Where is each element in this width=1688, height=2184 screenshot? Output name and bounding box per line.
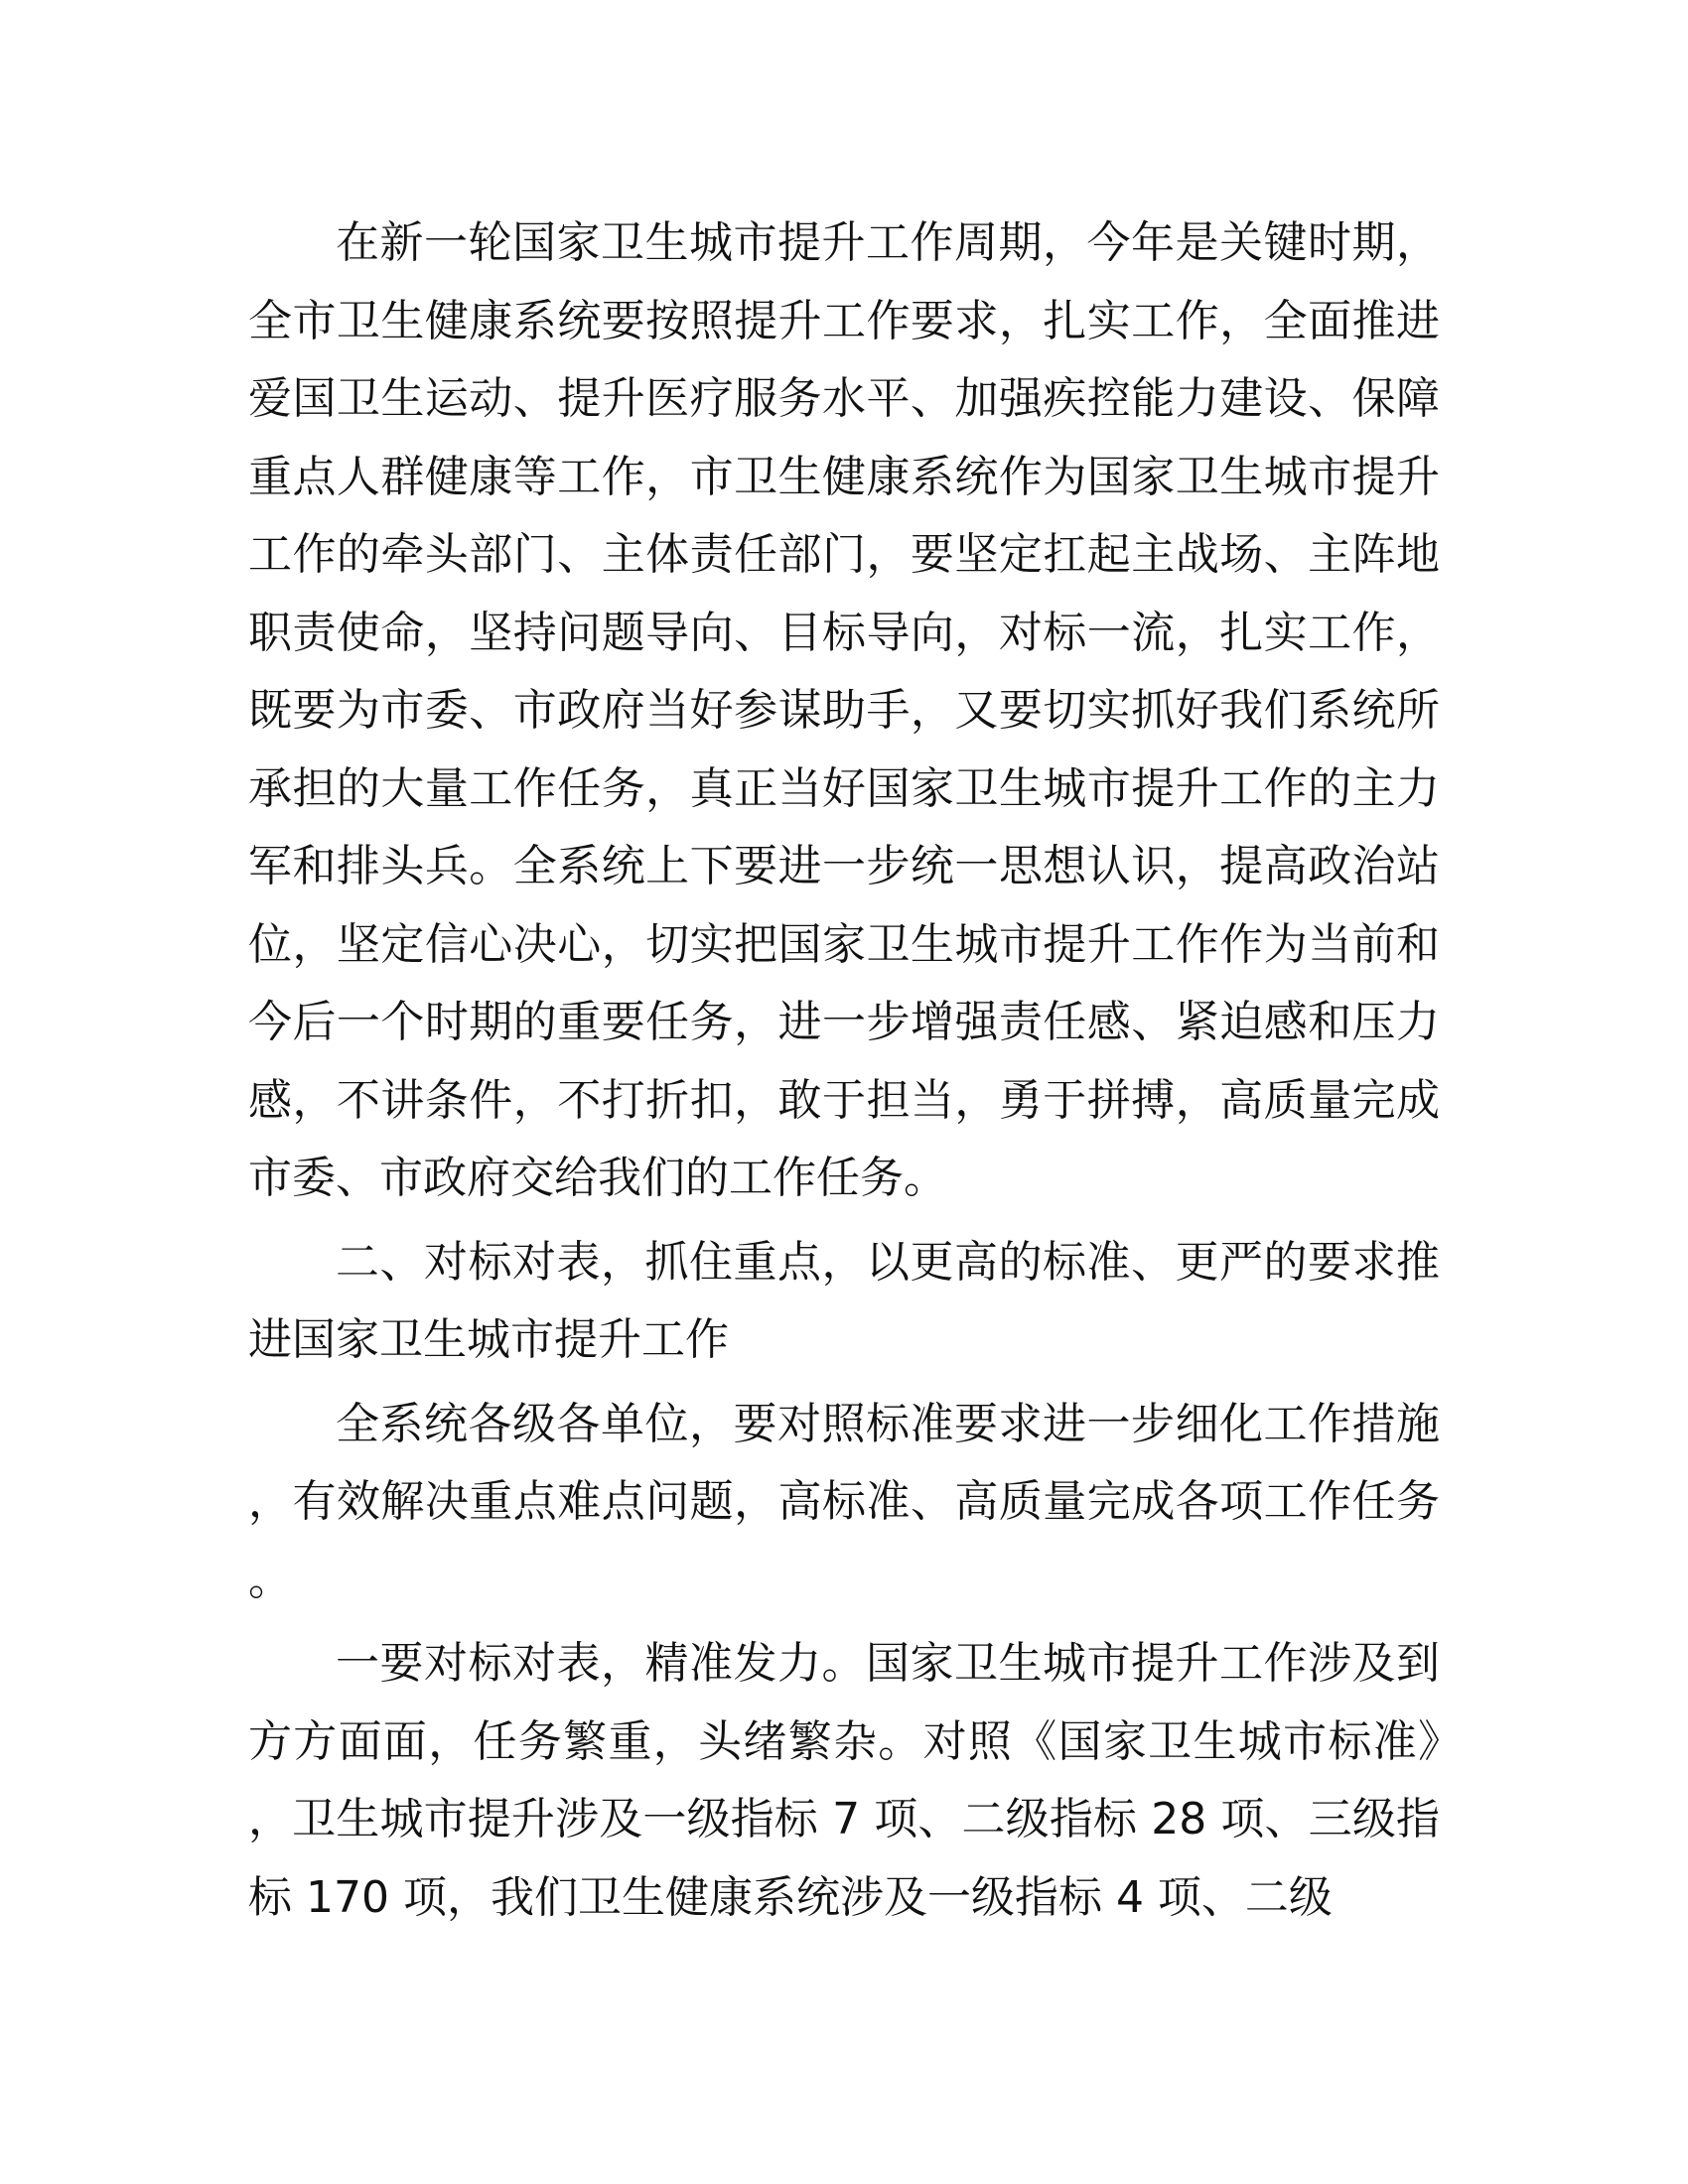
paragraph-2: 全系统各级各单位，要对照标准要求进一步细化工作措施，有效解决重点难点问题，高标准、高质量完成各项工作任务。: [248, 1398, 1440, 1605]
section-heading: 二、对标对表，抓住重点，以更高的标准、更严的要求推进国家卫生城市提升工作: [248, 1236, 1440, 1365]
document-body: [248, 205, 1440, 1943]
paragraph-3: 一要对标对表，精准发力。国家卫生城市提升工作涉及到方方面面，任务繁重，头绪繁杂。对照《国家卫生城市标准》，卫生城市提升涉及一级指标 7 项、二级指标 28 项、三级指标 170 项，我们卫生健康系统涉及一级指标 4 项、二级: [248, 1638, 1440, 1923]
paragraph-1: 在新一轮国家卫生城市提升工作周期，今年是关键时期，全市卫生健康系统要按照提升工作要求，扎实工作，全面推进爱国卫生运动、提升医疗服务水平、加强疾控能力建设、保障重点人群健康等工作，市卫生健康系统作为国家卫生城市提升工作的牵头部门、主体责任部门，要坚定扛起主战场、主阵地职责使命，坚持问题导向、目标导向，对标一流，扎实工作，既要为市委、市政府当好参谋助手，又要切实抓好我们系统所承担的大量工作任务，真正当好国家卫生城市提升工作的主力军和排头兵。全系统上下要进一步统一思想认识，提高政治站位，坚定信心决心，切实把国家卫生城市提升工作作为当前和今后一个时期的重要任务，进一步增强责任感、紧迫感和压力感，不讲条件，不打折扣，敢于担当，勇于拼搏，高质量完成市委、市政府交给我们的工作任务。: [248, 217, 1440, 1203]
